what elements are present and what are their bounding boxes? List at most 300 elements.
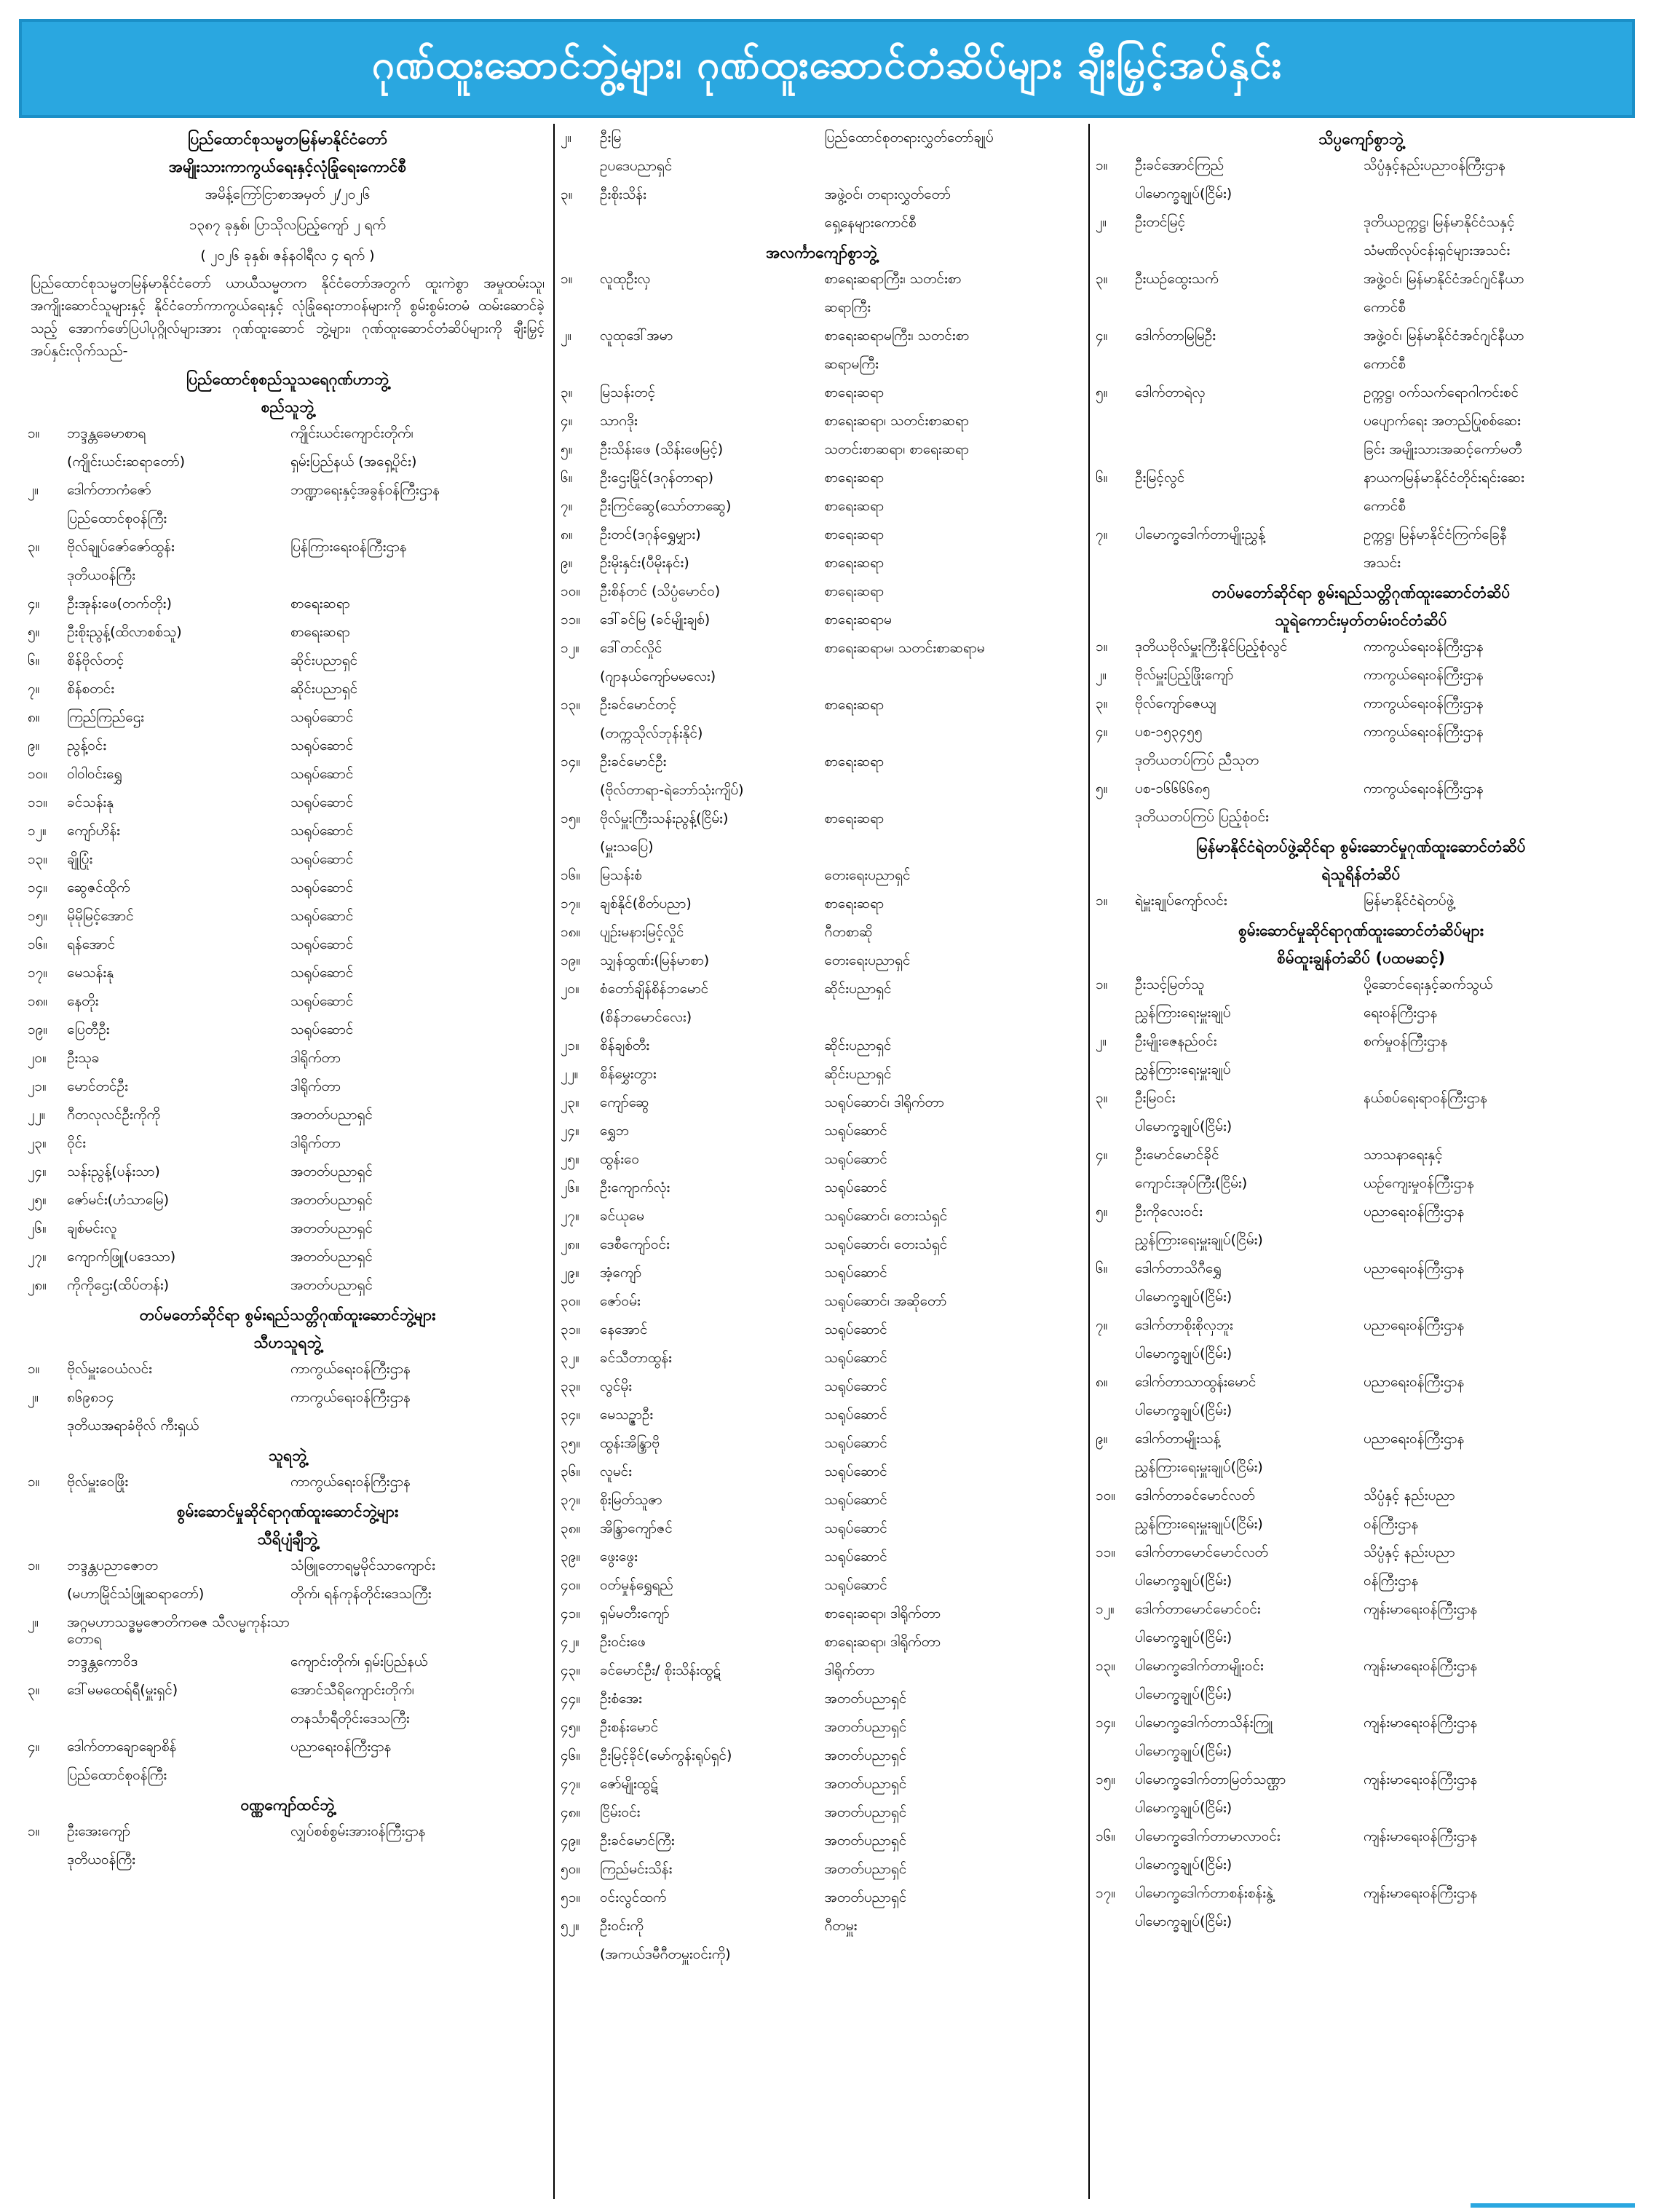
item-role: သရုပ်ဆောင် [290, 709, 354, 725]
list-item [28, 931, 547, 959]
item-number: ၄၀။ [561, 1577, 581, 1593]
list-item [1096, 1141, 1626, 1169]
list-item [561, 1458, 1083, 1486]
item-role: ဥက္ကဋ္ဌ၊ မြန်မာနိုင်ငံကြက်ခြေနီ [1363, 526, 1507, 542]
item-role: ရှေ့နေများကောင်စီ [824, 215, 917, 231]
list-item [1096, 887, 1626, 915]
item-role: သရုပ်ဆောင် [290, 965, 354, 981]
item-name: ကျောက်ဖြူ(ပဒေသာ) [67, 1249, 176, 1265]
item-role: ကာကွယ်ရေးဝန်ကြီးဌာန [1363, 781, 1484, 797]
item-role: ဒါရိုက်တာ [290, 1078, 341, 1094]
item-name: ဦးမြဝင်း [1135, 1090, 1176, 1106]
item-role: စာရေးဆရာ [824, 555, 885, 571]
list-item [561, 1174, 1083, 1202]
item-role: ကျန်းမာရေးဝန်ကြီးဌာန [1363, 1715, 1478, 1731]
heading-wunna-kyawhtin: ဝဏ္ဏကျော်ထင်ဘွဲ့ [240, 1796, 335, 1814]
item-name: ပြည်ထောင်စုဝန်ကြီး [67, 510, 167, 526]
list-thura [28, 1468, 547, 1496]
item-name: (စိန်ဘမောင်လေး) [600, 1009, 692, 1025]
item-name: ပါမောက္ခဒေါက်တာမြတ်သဏ္ဌာ [1135, 1771, 1286, 1788]
list-item [561, 521, 1083, 549]
item-role: တနင်္သာရီတိုင်းဒေသကြီး [290, 1710, 410, 1726]
item-number: ၂၆။ [28, 1220, 47, 1236]
item-name: ပါမောက္ခချုပ်(ငြိမ်း) [1135, 1118, 1232, 1134]
item-name: ဦးတင်မြင့် [1135, 214, 1185, 230]
item-name: မြသန်းစံ [600, 867, 642, 883]
item-name: ဦးခင်မောင်တင့် [600, 697, 677, 713]
item-role: ပညာရေးဝန်ကြီးဌာန [1363, 1204, 1465, 1220]
item-name: ဝိုင်း [67, 1135, 87, 1151]
heading-thiri-pyanchi: သီရိပျံချီဘွဲ့ [257, 1530, 318, 1548]
item-name: ခင်သီတာထွန်း [600, 1350, 672, 1366]
item-role: ကျောင်းတိုက်၊ ရှမ်းပြည်နယ် [290, 1654, 428, 1670]
item-number: ၅၂။ [561, 1918, 579, 1934]
item-role: သရုပ်ဆောင် [824, 1265, 887, 1281]
item-number: ၄၂။ [561, 1634, 579, 1650]
heading-service-titles: စွမ်းဆောင်မှုဆိုင်ရာဂုဏ်ထူးဆောင်ဘွဲ့များ [176, 1503, 399, 1520]
item-name: ဒေါက်တာခင်မောင်လတ် [1135, 1488, 1255, 1504]
item-role: အသင်း [1363, 555, 1401, 571]
item-number: ၃၅။ [561, 1435, 581, 1451]
item-number: ၁၄။ [561, 754, 581, 770]
list-item [28, 1412, 547, 1440]
item-name: (ဂျာနယ်ကျော်မမလေး) [600, 668, 716, 684]
item-number: ၂၉။ [561, 1265, 579, 1281]
item-role: ဥက္ကဋ္ဌ၊ ဝက်သက်ရောဂါကင်းစင် [1363, 384, 1519, 400]
item-name: ခင်မောင်ဦး/ စိုးသိန်းထွဋ် [600, 1662, 721, 1678]
item-role: ကျန်းမာရေးဝန်ကြီးဌာန [1363, 1771, 1478, 1788]
item-number: ၅။ [561, 441, 573, 457]
item-role: စာရေးဆရာ၊ ဒါရိုက်တာ [824, 1634, 941, 1650]
item-name: ညွှန်ကြားရေးမှူးချုပ်(ငြိမ်း) [1135, 1232, 1263, 1248]
heading-thippa-kyawswa: သိပ္ပကျော်စွာဘွဲ့ [1318, 130, 1404, 148]
item-number: ၂။ [1096, 1033, 1107, 1049]
item-role: သရုပ်ဆောင် [824, 1151, 887, 1167]
item-name: ပါမောက္ခဒေါက်တာမာလာဝင်း [1135, 1828, 1281, 1844]
item-number: ၇။ [561, 498, 573, 514]
item-name: ဦးဌေးမြိုင်(ဒဂုန်တာရာ) [600, 470, 714, 486]
item-role: သရုပ်ဆောင် [824, 1378, 887, 1394]
item-number: ၂၁။ [561, 1038, 579, 1054]
list-item [28, 1073, 547, 1101]
list-item [28, 1214, 547, 1243]
item-number: ၂။ [561, 130, 572, 146]
list-item [28, 1608, 547, 1648]
item-name: ပါမောက္ခချုပ်(ငြိမ်း) [1135, 1346, 1232, 1362]
item-role: ခြင်း အမျိုးသားအဆင့်ကော်မတီ [1363, 441, 1522, 457]
item-number: ၃၀။ [561, 1293, 581, 1309]
item-number: ၃၄။ [561, 1407, 581, 1423]
order-number: အမိန့်ကြော်ငြာစာအမှတ် ၂/၂၀၂၆ [205, 186, 371, 202]
item-name: ဒုတိယဝန်ကြီး [67, 1852, 135, 1868]
list-item [28, 1243, 547, 1271]
item-number: ၂၄။ [561, 1123, 579, 1139]
item-number: ၁၆။ [28, 936, 48, 952]
list-item [1096, 407, 1626, 435]
item-role: အတတ်ပညာရှင် [290, 1277, 373, 1293]
item-name: မေသန်းနု [67, 965, 114, 981]
item-number: ၃။ [1096, 1090, 1108, 1106]
item-number: ၂။ [561, 328, 572, 344]
item-name: ဦးသုခ [67, 1050, 100, 1066]
list-item [28, 1761, 547, 1790]
list-item [561, 435, 1083, 464]
item-role: သရုပ်ဆောင် [824, 1492, 887, 1508]
item-number: ၂၀။ [28, 1050, 47, 1066]
heading-council: အမျိုးသားကာကွယ်ရေးနှင့်လုံခြုံရေးကောင်စီ [168, 158, 407, 175]
item-name: ဇော်မျိုးထွဋ် [600, 1776, 658, 1792]
item-name: ဦးခင်အောင်ကြည် [1135, 157, 1224, 173]
list-item [561, 663, 1083, 691]
list-thiri-pyanchi [28, 1552, 547, 1790]
list-item [1096, 971, 1626, 999]
item-number: ၃။ [28, 539, 40, 555]
item-role: သိပ္ပံနှင့် နည်းပညာ [1363, 1544, 1455, 1560]
item-role: ပညာရေးဝန်ကြီးဌာန [1363, 1317, 1465, 1333]
list-item [561, 407, 1083, 435]
item-name: ဒုတိယဗိုလ်မှူးကြီးနိုင်ပြည့်စုံလွင် [1135, 639, 1288, 655]
item-number: ၂။ [1096, 214, 1107, 230]
list-item [28, 1271, 547, 1300]
item-name: ဒေါ်တင်လှိုင် [600, 640, 662, 656]
item-name: စိန်စတင်း [67, 681, 115, 697]
item-name: ဗိုလ်မှူးပြည့်ဖြိုးကျော် [1135, 667, 1234, 683]
list-item [1096, 1113, 1626, 1141]
item-name: ပါမောက္ခချုပ်(ငြိမ်း) [1135, 1913, 1232, 1929]
item-name: ဒုတိယတပ်ကြပ် ပြည့်စုံဝင်း [1135, 809, 1269, 825]
item-role: မြန်မာနိုင်ငံရဲတပ်ဖွဲ့ [1363, 893, 1455, 909]
heading-pyidaungsu-title: ပြည်ထောင်စုစည်သူသရေဂုဏ်ဟာဘွဲ့ [186, 371, 389, 388]
list-item [1096, 1425, 1626, 1453]
heading-thura: သူရဘွဲ့ [268, 1447, 307, 1464]
item-role: ကာကွယ်ရေးဝန်ကြီးဌာန [290, 1389, 411, 1405]
list-item [561, 1202, 1083, 1231]
list-item [28, 1817, 547, 1846]
list-item [561, 350, 1083, 379]
item-name: ဦးစိုးသိန်း [600, 186, 646, 202]
list-item [561, 1742, 1083, 1770]
item-name: ထွန်းအိန္ဒြာဗို [600, 1435, 660, 1451]
item-name: ဦးမောင်မောင်ခိုင် [1135, 1147, 1219, 1163]
item-name: စိန်ချစ်တီး [600, 1038, 650, 1054]
list-item [28, 561, 547, 590]
item-role: အတတ်ပညာရှင် [824, 1776, 907, 1792]
list-item [1096, 1027, 1626, 1056]
item-name: စိုးမြတ်သူဇာ [600, 1492, 662, 1508]
item-name: ကြည်မင်းသိန်း [600, 1861, 673, 1877]
item-role: ပို့ဆောင်ရေးနှင့်ဆက်သွယ် [1363, 976, 1493, 992]
list-item [561, 577, 1083, 606]
item-number: ၁၇။ [1096, 1885, 1116, 1901]
item-name: ဒေါက်တာမောင်မောင်ဝင်း [1135, 1601, 1261, 1617]
list-wunna-continued [561, 124, 1083, 237]
item-role: အတတ်ပညာရှင် [824, 1833, 907, 1849]
item-name: လူထုဒေါ်အမာ [600, 328, 673, 344]
item-number: ၁၃။ [561, 697, 581, 713]
list-item [561, 890, 1083, 918]
item-number: ၂၅။ [561, 1151, 579, 1167]
item-name: ညွန့်ဝင်း [67, 738, 107, 754]
item-number: ၈။ [561, 526, 573, 542]
list-item [561, 1543, 1083, 1571]
item-number: ၁။ [28, 1474, 40, 1490]
item-role: သရုပ်ဆောင်၊ အဆိုတော် [824, 1293, 947, 1309]
list-item [28, 419, 547, 448]
item-name: ပါမောက္ခချုပ်(ငြိမ်း) [1135, 186, 1232, 202]
list-item [561, 918, 1083, 947]
list-item [28, 1468, 547, 1496]
item-name: ဒေါက်တာမြမြဦး [1135, 328, 1216, 344]
item-number: ၂။ [28, 1389, 39, 1405]
list-item [561, 1912, 1083, 1940]
item-name: ဗိုလ်ကျော်ဇေယျ [1135, 695, 1216, 711]
item-role: ဆရာကြီး [824, 299, 871, 315]
item-role: ကျန်းမာရေးဝန်ကြီးဌာန [1363, 1828, 1478, 1844]
list-item [28, 1129, 547, 1158]
item-role: စာရေးဆရာ [290, 596, 350, 612]
list-item [28, 618, 547, 647]
item-name: မေသဉ္ဇာဦး [600, 1407, 654, 1423]
list-item [28, 1846, 547, 1874]
list-item [561, 1713, 1083, 1742]
item-role: သရုပ်ဆောင် [824, 1123, 887, 1139]
list-item [561, 1514, 1083, 1543]
heading-government: ပြည်ထောင်စုသမ္မတမြန်မာနိုင်ငံတော် [187, 130, 387, 148]
item-role: အတတ်ပညာရှင် [824, 1719, 907, 1735]
item-role: ဆရာမကြီး [824, 356, 879, 372]
item-role: သရုပ်ဆောင် [290, 908, 354, 924]
list-item [561, 1344, 1083, 1372]
item-number: ၁၂။ [28, 823, 47, 839]
list-item [561, 1089, 1083, 1117]
item-name: ဦးကိုလေးဝင်း [1135, 1204, 1203, 1220]
item-name: ကျောင်းအုပ်ကြီး(ငြိမ်း) [1135, 1175, 1248, 1191]
item-role: အတတ်ပညာရှင် [824, 1804, 907, 1820]
item-number: ၁။ [1096, 639, 1108, 655]
item-role: သရုပ်ဆောင် [824, 1577, 887, 1593]
list-item [561, 181, 1083, 209]
item-number: ၃။ [1096, 695, 1108, 711]
item-name: ပါမောက္ခဒေါက်တာသိန်းကြူ [1135, 1715, 1273, 1731]
columns [22, 124, 1632, 2199]
item-name: ဗိုလ်မှူးကြီးသန်းညွန့်(ငြိမ်း) [600, 810, 729, 826]
item-role: ယဉ်ကျေးမှုဝန်ကြီးဌာန [1363, 1175, 1474, 1191]
item-name: ဦးစန်းမောင် [600, 1719, 659, 1735]
item-number: ၁၈။ [561, 924, 581, 940]
item-role: အတတ်ပညာရှင် [290, 1192, 373, 1208]
item-number: ၃၆။ [561, 1464, 581, 1480]
list-hero-medal [1096, 633, 1626, 832]
item-role: ဆိုင်းပညာရှင် [290, 652, 358, 668]
item-name: နေတိုး [67, 993, 99, 1009]
item-number: ၄။ [28, 596, 40, 612]
item-role: အောင်သီရိကျောင်းတိုက်၊ [290, 1682, 414, 1698]
item-number: ၄။ [1096, 328, 1108, 344]
item-number: ၂၆။ [561, 1180, 579, 1196]
item-name: လူထုဦးလှ [600, 271, 651, 287]
list-item [28, 1552, 547, 1580]
item-number: ၁၇။ [28, 965, 48, 981]
list-alinka-kyawswa [561, 265, 1083, 1969]
item-role: အတတ်ပညာရှင် [824, 1889, 907, 1905]
item-role: အဖွဲ့ဝင်၊ မြန်မာနိုင်ငံအင်ဂျင်နီယာ [1363, 271, 1524, 287]
list-item [1096, 492, 1626, 521]
item-role: သိပ္ပံနှင့်နည်းပညာဝန်ကြီးဌာန [1363, 157, 1505, 173]
item-name: အဂ္ဂမဟာသဒ္ဓမ္မဇောတိကဓဇ သီလမ္မကုန်းသာတောရ [67, 1614, 290, 1647]
list-item [561, 1940, 1083, 1969]
item-name: ပါမောက္ခချုပ်(ငြိမ်း) [1135, 1289, 1232, 1305]
list-item [1096, 379, 1626, 407]
item-role: သရုပ်ဆောင် [824, 1322, 887, 1338]
item-name: ဦးစိန်တင် (သိပ္ပံမောင်ဝ) [600, 583, 721, 599]
item-number: ၄။ [561, 413, 573, 429]
item-role: ရေးဝန်ကြီးဌာန [1363, 1005, 1438, 1021]
item-role: ကာကွယ်ရေးဝန်ကြီးဌာန [1363, 724, 1484, 740]
list-item [28, 1016, 547, 1044]
list-item [561, 1656, 1083, 1685]
item-name: ဒေါ်မမထေရ်ရီ(မှူးရှင်) [67, 1682, 178, 1698]
item-number: ၃၁။ [561, 1322, 581, 1338]
item-number: ၁၁။ [1096, 1544, 1116, 1560]
list-item [1096, 322, 1626, 350]
item-number: ၂။ [28, 482, 39, 498]
list-item [1096, 1510, 1626, 1538]
item-number: ၁၈။ [28, 993, 48, 1009]
list-item [28, 675, 547, 703]
item-name: ဦးခင်မောင်ဦး [600, 754, 667, 770]
list-item [561, 1486, 1083, 1514]
item-number: ၃၂။ [561, 1350, 579, 1366]
list-item [28, 1733, 547, 1761]
item-role: စာရေးဆရာမ၊ သတင်းစာဆရာမ [824, 640, 985, 656]
item-name: ဦးစံအေး [600, 1691, 642, 1707]
list-item [28, 1676, 547, 1705]
item-role: ကောင်စီ [1363, 498, 1406, 514]
item-name: (ကျိုင်းယင်းဆရာတော်) [67, 454, 186, 470]
item-number: ၃၈။ [561, 1520, 581, 1536]
list-item [1096, 1624, 1626, 1652]
item-number: ၁၆။ [1096, 1828, 1116, 1844]
item-name: ဦးသင့်မြတ်သူ [1135, 976, 1205, 992]
list-item [1096, 1908, 1626, 1936]
list-item [561, 1145, 1083, 1174]
item-name: ညွှန်ကြားရေးမှူးချုပ်(ငြိမ်း) [1135, 1516, 1263, 1532]
item-name: ညွှန်ကြားရေးမှူးချုပ် [1135, 1062, 1231, 1078]
item-role: ကာကွယ်ရေးဝန်ကြီးဌာန [1363, 667, 1484, 683]
item-number: ၅၁။ [561, 1889, 581, 1905]
list-item [28, 505, 547, 533]
list-item [561, 1600, 1083, 1628]
item-number: ၅။ [1096, 781, 1108, 797]
list-item [1096, 1340, 1626, 1368]
list-item [561, 265, 1083, 293]
item-role: တိုက်၊ ရန်ကုန်တိုင်းဒေသကြီး [290, 1586, 432, 1602]
list-item [28, 1044, 547, 1073]
list-item [1096, 151, 1626, 180]
item-name: ချစ်နိုင်(စိတ်ပညာ) [600, 896, 692, 912]
item-role: သံဖြူတောရမ္မမိုင်သာကျောင်း [290, 1557, 435, 1573]
item-number: ၁၀။ [561, 583, 581, 599]
list-wunna-kyawhtin [28, 1817, 547, 1874]
item-name: ရှမ်မတီးကျော် [600, 1605, 670, 1622]
item-name: စိန်ဗိုလ်တင့် [67, 652, 124, 668]
item-role: ကာကွယ်ရေးဝန်ကြီးဌာန [1363, 639, 1484, 655]
heading-service-medals: စွမ်းဆောင်မှုဆိုင်ရာဂုဏ်ထူးဆောင်တံဆိပ်များ [1238, 922, 1484, 939]
item-number: ၄၁။ [561, 1605, 581, 1622]
list-item [1096, 1737, 1626, 1766]
item-role: ဝန်ကြီးဌာန [1363, 1573, 1419, 1589]
item-name: ပါမောက္ခချုပ်(ငြိမ်း) [1135, 1857, 1232, 1873]
item-role: ကျန်းမာရေးဝန်ကြီးဌာန [1363, 1885, 1478, 1901]
list-item [28, 817, 547, 845]
list-item [1096, 1084, 1626, 1113]
item-number: ၁၄။ [1096, 1715, 1116, 1731]
title-banner [19, 19, 1635, 118]
item-role: ကာကွယ်ရေးဝန်ကြီးဌာန [290, 1474, 411, 1490]
list-item [1096, 1397, 1626, 1425]
item-role: ဆိုင်းပညာရှင် [290, 681, 358, 697]
list-item [28, 1383, 547, 1412]
list-item [28, 845, 547, 874]
list-thiha-thura [28, 1355, 547, 1440]
item-role: စာရေးဆရာ [290, 624, 350, 640]
item-role: ကျန်းမာရေးဝန်ကြီးဌာန [1363, 1658, 1478, 1674]
item-name: ဒေါက်တာသိဂီရွှေ [1135, 1260, 1222, 1276]
list-item [1096, 237, 1626, 265]
item-number: ၅။ [1096, 1204, 1108, 1220]
item-name: ပျဉ်းမနားမြင့်လှိုင် [600, 924, 684, 940]
item-role: သရုပ်ဆောင် [290, 823, 354, 839]
item-role: ဂီတမှူး [824, 1918, 858, 1934]
list-item [561, 1827, 1083, 1855]
item-name: ဦးစိုးညွန့်(ထိလာစစ်သူ) [67, 624, 182, 640]
item-role: ကာကွယ်ရေးဝန်ကြီးဌာန [1363, 695, 1484, 711]
bottom-accent-rule [1471, 2203, 1635, 2208]
item-name: လူမင်း [600, 1464, 633, 1480]
item-number: ၉။ [1096, 1431, 1108, 1447]
item-role: စာရေးဆရာ [824, 583, 885, 599]
list-item [561, 1685, 1083, 1713]
item-role: ဘဏ္ဍာရေးနှင့်အခွန်ဝန်ကြီးဌာန [290, 482, 440, 498]
item-role: အတတ်ပညာရှင် [824, 1691, 907, 1707]
item-name: ပစ-၁၅၃၄၅၅ [1135, 724, 1203, 740]
list-item [1096, 1879, 1626, 1908]
item-name: ဇော်ဝမ်း [600, 1293, 641, 1309]
item-name: ဒေါက်တာမောင်မောင်လတ် [1135, 1544, 1269, 1560]
item-number: ၄၉။ [561, 1833, 581, 1849]
list-item [1096, 1567, 1626, 1595]
item-name: ဒေါက်တာချောချောစိန် [67, 1739, 177, 1755]
item-name: ဦးမျိုးဇေနည်ဝင်း [1135, 1033, 1217, 1049]
list-item [1096, 1169, 1626, 1198]
item-name: ဂီတလုလင်ဦးကိုကို [67, 1107, 161, 1123]
item-number: ၆။ [1096, 1260, 1108, 1276]
item-number: ၂၃။ [28, 1135, 47, 1151]
item-number: ၂၃။ [561, 1094, 579, 1110]
item-name: ပါမောက္ခဒေါက်တာမျိုးညွှန့် [1135, 526, 1265, 542]
item-name: ဗိုလ်မှူးဝေဖြိုး [67, 1474, 129, 1490]
item-name: ဦးမြ [600, 130, 622, 146]
item-name: (မဟာမြိုင်သံဖြူဆရာတော်) [67, 1586, 205, 1602]
item-role: သရုပ်ဆောင် [824, 1407, 887, 1423]
item-number: ၁၂။ [1096, 1601, 1115, 1617]
item-name: ငြိမ်းဝင်း [600, 1804, 641, 1820]
item-name: ဒုတိယအရာခံဗိုလ် ကီးရှယ် [67, 1418, 199, 1434]
list-item [561, 634, 1083, 663]
item-name: ဒုတိယဝန်ကြီး [67, 567, 135, 583]
item-number: ၂၁။ [28, 1078, 47, 1094]
list-item [28, 789, 547, 817]
